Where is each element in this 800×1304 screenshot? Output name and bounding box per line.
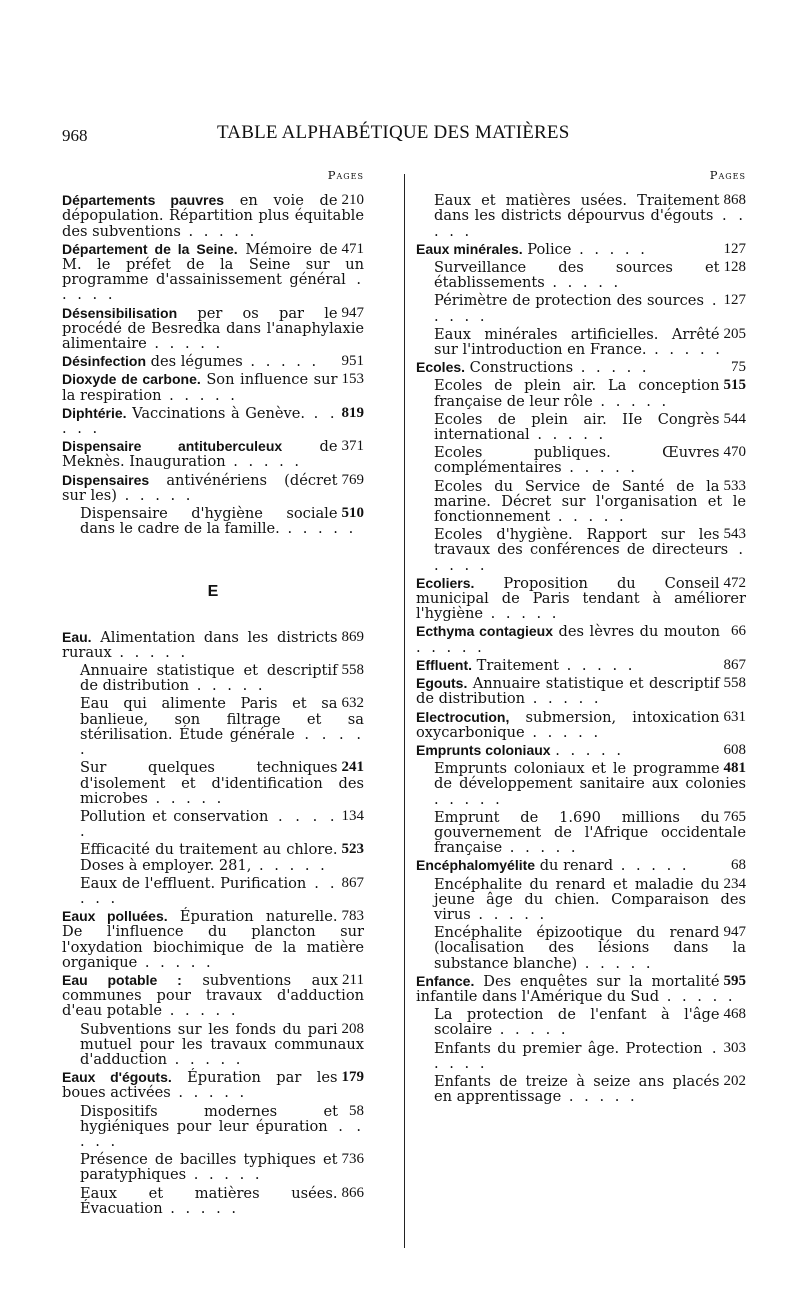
entry-text: Eaux et matières usées. Évacuation bbox=[80, 1184, 338, 1217]
entry-heading: Dioxyde de carbone. bbox=[62, 371, 201, 388]
entry-text: Annuaire statistique et descriptif de distribution bbox=[416, 675, 720, 708]
dot-leader: . . . . . bbox=[146, 335, 224, 353]
entry-text: Ecoles du Service de Santé de la marine. Décret sur l'organisation et le fonctionnement bbox=[434, 477, 746, 526]
dot-leader: . . . . . bbox=[162, 1002, 239, 1020]
entry-heading: Département de la Seine. bbox=[62, 240, 238, 257]
entry-text: des lèvres du mouton bbox=[558, 623, 721, 641]
entry-text: subventions aux communes pour travaux d'adduction d'eau potable bbox=[62, 971, 364, 1020]
dot-leader: . . . . . bbox=[558, 656, 636, 674]
dot-leader: . . . . . bbox=[502, 839, 579, 857]
entry-heading: Diphtérie. bbox=[62, 404, 127, 421]
page-reference: 769 bbox=[341, 471, 364, 488]
entry-text: La protection de l'enfant à l'âge scolaire bbox=[434, 1006, 720, 1039]
entry-text: Emprunt de 1.690 millions du gouvernement de l'Afrique occidentale française bbox=[434, 808, 746, 857]
page-reference: 515 bbox=[723, 377, 746, 394]
dot-leader: . . . . . bbox=[251, 856, 328, 874]
dot-leader: . . . . . bbox=[577, 954, 654, 972]
entry-text: submersion, intoxication oxycarbonique bbox=[416, 708, 720, 741]
page-reference: 234 bbox=[723, 875, 746, 892]
page-reference: 869 bbox=[341, 628, 364, 645]
entry-text: Encéphalite épizootique du renard (localisation des lésions dans la substance blanche) bbox=[434, 924, 746, 972]
entry-heading: Ecoliers. bbox=[416, 574, 475, 591]
section-letter: E bbox=[207, 583, 219, 601]
dot-leader: . . . . . bbox=[561, 1088, 638, 1106]
dot-leader: . . . . . bbox=[170, 1084, 248, 1102]
entry-heading: Ecoles. bbox=[416, 359, 466, 376]
page-reference: 134 bbox=[341, 807, 364, 824]
entry-text: Ecoles de plein air. IIe Congrès international bbox=[434, 410, 720, 444]
index-entry bbox=[62, 630, 364, 660]
index-entry bbox=[416, 710, 746, 740]
page-reference: 68 bbox=[731, 857, 746, 874]
entry-heading: Dispensaire antituberculeux bbox=[62, 438, 283, 455]
index-entry bbox=[416, 412, 746, 442]
index-entry bbox=[416, 925, 746, 971]
dot-leader: . . . . . bbox=[573, 359, 650, 377]
dot-leader: . . . . . bbox=[571, 240, 648, 258]
dot-leader: . . . . . bbox=[225, 453, 303, 471]
page-reference: 468 bbox=[723, 1006, 746, 1023]
page-reference: 128 bbox=[723, 259, 746, 276]
index-entry bbox=[416, 527, 746, 573]
page-reference: 211 bbox=[342, 971, 364, 988]
entry-text: Mémoire de M. le préfet de la Seine sur un programme d'assainissement général bbox=[62, 240, 364, 289]
page-reference: 608 bbox=[723, 741, 746, 758]
running-title: TABLE ALPHABÉTIQUE DES MATIÈRES bbox=[217, 122, 570, 143]
dot-leader: . . . . . bbox=[242, 353, 320, 371]
page-reference: 736 bbox=[341, 1151, 364, 1168]
index-entry bbox=[62, 406, 364, 436]
dot-leader: . . . . . bbox=[434, 790, 503, 808]
page-reference: 595 bbox=[723, 972, 746, 989]
index-entry bbox=[62, 809, 364, 839]
entry-text: antivénériens (décret sur les) bbox=[62, 471, 338, 504]
dot-leader: . . . . . bbox=[137, 953, 214, 971]
page-reference: 631 bbox=[723, 708, 746, 725]
page-header bbox=[62, 122, 752, 152]
entry-text: Encéphalite du renard et maladie du jeune âge du chien. Comparaison des virus bbox=[434, 875, 746, 923]
dot-leader: . . . . . bbox=[80, 807, 338, 841]
index-entry bbox=[416, 1041, 746, 1071]
index-entry bbox=[416, 360, 746, 375]
page-reference: 866 bbox=[341, 1184, 364, 1201]
entry-heading: Encéphalomyélite bbox=[416, 857, 536, 874]
dot-leader: . . . . . bbox=[279, 520, 357, 538]
index-entry bbox=[62, 1186, 364, 1216]
index-entry bbox=[62, 760, 364, 806]
index-entry bbox=[416, 378, 746, 408]
page-reference: 303 bbox=[723, 1039, 746, 1056]
entry-heading: Eaux polluées. bbox=[62, 908, 168, 925]
index-entry bbox=[416, 877, 746, 923]
entry-heading: Electrocution, bbox=[416, 708, 510, 725]
dot-leader: . . . . . bbox=[544, 274, 622, 292]
index-entry bbox=[416, 624, 746, 654]
dot-leader: . . . . . bbox=[80, 725, 364, 759]
entry-text: Eaux de l'effluent. Purification bbox=[80, 874, 307, 892]
index-entry bbox=[62, 876, 364, 906]
index-entry bbox=[416, 743, 746, 758]
index-entry bbox=[62, 663, 364, 693]
dot-leader: . . . . . bbox=[525, 690, 602, 708]
entry-heading: Effluent. bbox=[416, 656, 472, 673]
index-entry bbox=[416, 1074, 746, 1104]
page-reference: 523 bbox=[341, 841, 364, 858]
page-reference: 470 bbox=[723, 444, 746, 461]
entry-text: Alimentation dans les districts ruraux bbox=[62, 628, 338, 661]
page-reference: 947 bbox=[723, 924, 746, 941]
index-entry bbox=[62, 1104, 364, 1150]
entry-text: Proposition du Conseil municipal de Paris tendant à améliorer l'hygiène bbox=[416, 574, 746, 623]
page-reference: 510 bbox=[341, 505, 364, 522]
page-number: 968 bbox=[62, 126, 88, 145]
index-entry bbox=[416, 293, 746, 323]
index-entry bbox=[62, 306, 364, 352]
page-reference: 471 bbox=[341, 240, 364, 257]
pages-label: Pages bbox=[709, 168, 746, 182]
index-entry bbox=[62, 439, 364, 469]
page-reference: 765 bbox=[723, 808, 746, 825]
entry-heading: Eau potable : bbox=[62, 971, 182, 988]
index-entry bbox=[416, 858, 746, 873]
index-entry bbox=[416, 810, 746, 856]
page-reference: 481 bbox=[723, 760, 746, 777]
page-reference: 202 bbox=[723, 1072, 746, 1089]
entry-text: Eau qui alimente Paris et sa banlieue, son filtrage et sa stérilisation. Étude générale bbox=[80, 695, 364, 743]
dot-leader: . . . . . bbox=[550, 508, 627, 526]
index-entry bbox=[416, 445, 746, 475]
dot-leader: . . . . . bbox=[646, 341, 723, 359]
page-reference: 127 bbox=[723, 292, 746, 309]
index-entry bbox=[416, 193, 746, 239]
dot-leader: . . . . . bbox=[592, 392, 670, 410]
entry-text: Pollution et conservation bbox=[80, 807, 269, 825]
entry-heading: Enfance. bbox=[416, 972, 475, 989]
page-reference: 867 bbox=[723, 656, 746, 673]
index-entry bbox=[62, 372, 364, 402]
index-entry bbox=[62, 354, 364, 369]
page-reference: 205 bbox=[723, 325, 746, 342]
page-reference: 783 bbox=[341, 908, 364, 925]
dot-leader: . . . . . bbox=[180, 222, 258, 240]
entry-text: Épuration par les boues activées bbox=[62, 1069, 338, 1102]
entry-text: Eaux et matières usées. Traitement dans les districts dépourvus d'égouts bbox=[434, 192, 720, 225]
entry-text: Dispensaire d'hygiène sociale dans le cadre de la famille. bbox=[80, 505, 338, 538]
entry-text: Ecoles d'hygiène. Rapport sur les travaux des conférences de directeurs bbox=[434, 526, 729, 559]
index-entry bbox=[416, 1007, 746, 1037]
dot-leader: . . . . . bbox=[434, 1039, 720, 1072]
dot-leader: . . . . . bbox=[111, 643, 189, 661]
index-entry bbox=[62, 242, 364, 303]
dot-leader: . . . . . bbox=[470, 905, 548, 923]
index-entry bbox=[62, 973, 364, 1019]
index-entry bbox=[62, 1070, 364, 1100]
entry-text: Épuration naturelle. De l'influence du plancton sur l'oxydation biochimique de la matière organique bbox=[62, 908, 364, 971]
page-reference: 472 bbox=[723, 574, 746, 591]
page-reference: 241 bbox=[341, 759, 364, 776]
index-entry bbox=[416, 761, 746, 807]
entry-text: Enfants du premier âge. Protection bbox=[434, 1039, 703, 1057]
entry-text: Efficacité du traitement au chlore. Doses à employer. 281, bbox=[80, 841, 338, 874]
page-reference: 867 bbox=[341, 874, 364, 891]
entry-text: de Meknès. Inauguration bbox=[62, 438, 338, 471]
entry-text: Des enquêtes sur la mortalité infantile dans l'Amérique du Sud bbox=[416, 972, 720, 1005]
index-entry bbox=[416, 479, 746, 525]
page-reference: 371 bbox=[341, 438, 364, 455]
pages-label: Pages bbox=[327, 168, 364, 182]
entry-text: Périmètre de protection des sources bbox=[434, 292, 704, 310]
index-entry bbox=[416, 676, 746, 706]
page-reference: 179 bbox=[341, 1069, 364, 1086]
index-entry bbox=[62, 506, 364, 536]
index-entry bbox=[62, 696, 364, 757]
entry-heading: Emprunts coloniaux bbox=[416, 741, 551, 758]
index-entry bbox=[62, 1022, 364, 1068]
dot-leader: . . . . . bbox=[147, 789, 225, 807]
index-entry bbox=[416, 576, 746, 622]
entry-heading: Désinfection bbox=[62, 353, 147, 370]
index-entry bbox=[62, 1152, 364, 1182]
page-reference: 533 bbox=[723, 477, 746, 494]
index-entry bbox=[62, 193, 364, 239]
dot-leader: . . . . . bbox=[613, 857, 690, 875]
dot-leader: . . . . . bbox=[189, 677, 266, 695]
entry-text: Vaccinations à Genève. bbox=[132, 404, 306, 422]
page-reference: 632 bbox=[341, 695, 364, 712]
page-reference: 558 bbox=[723, 675, 746, 692]
page-reference: 819 bbox=[341, 404, 364, 421]
entry-text: Emprunts coloniaux et le programme de développement sanitaire aux colonies bbox=[434, 760, 746, 793]
dot-leader: . . . . . bbox=[483, 605, 560, 623]
page-reference: 58 bbox=[349, 1102, 364, 1119]
page-reference: 544 bbox=[723, 410, 746, 427]
entry-text: Traitement bbox=[476, 656, 559, 674]
dot-leader: . . . . . bbox=[117, 486, 194, 504]
entry-heading: Eaux d'égouts. bbox=[62, 1069, 172, 1086]
index-entry bbox=[416, 260, 746, 290]
dot-leader: . . . . . bbox=[492, 1021, 569, 1039]
entry-heading: Eau. bbox=[62, 628, 92, 645]
dot-leader: . . . . . bbox=[416, 638, 485, 656]
entry-heading: Egouts. bbox=[416, 675, 468, 692]
dot-leader: . . . . . bbox=[434, 207, 746, 240]
dot-leader: . . . . . bbox=[524, 723, 602, 741]
entry-text: Ecoles de plein air. La conception française de leur rôle bbox=[434, 377, 720, 410]
entry-text: Son influence sur la respiration bbox=[62, 371, 338, 404]
dot-leader: . . . . . bbox=[434, 292, 720, 325]
entry-text: Ecoles publiques. Œuvres complémentaires bbox=[434, 444, 720, 477]
page-reference: 127 bbox=[723, 240, 746, 257]
entry-text: du renard bbox=[539, 857, 614, 875]
page-reference: 558 bbox=[341, 662, 364, 679]
dot-leader: . . . . . bbox=[62, 271, 364, 304]
entry-heading: Désensibilisation bbox=[62, 304, 178, 321]
dot-leader: . . . . . bbox=[561, 459, 639, 477]
entry-text: Police bbox=[527, 240, 572, 258]
page-reference: 868 bbox=[723, 192, 746, 209]
page-reference: 947 bbox=[341, 304, 364, 321]
dot-leader: . . . . . bbox=[529, 426, 607, 444]
right-column bbox=[416, 168, 746, 1107]
index-entry bbox=[416, 974, 746, 1004]
page-reference: 75 bbox=[731, 359, 746, 376]
entry-text: Surveillance des sources et établissements bbox=[434, 259, 720, 292]
dot-leader: . . . . . bbox=[80, 1117, 364, 1150]
entry-text: Eaux minérales artificielles. Arrêté sur l'introduction en France. bbox=[434, 325, 720, 359]
entry-heading: Ecthyma contagieux bbox=[416, 623, 554, 640]
entry-text: Dispositifs modernes et hygiéniques pour leur épuration bbox=[80, 1102, 338, 1135]
entry-text: Subventions sur les fonds du pari mutuel pour les travaux communaux d'adduction bbox=[80, 1020, 364, 1068]
entry-text: Annuaire statistique et descriptif de distribution bbox=[80, 662, 338, 695]
dot-leader: . . . . . bbox=[659, 987, 736, 1005]
dot-leader: . . . . . bbox=[167, 1050, 244, 1068]
index-entry bbox=[416, 242, 746, 257]
column-divider bbox=[404, 174, 405, 1248]
entry-text: per os par le procédé de Besredka dans l'anaphylaxie alimentaire bbox=[62, 304, 364, 353]
dot-leader: . . . . . bbox=[161, 386, 238, 404]
index-entry bbox=[62, 473, 364, 503]
entry-heading: Eaux minérales. bbox=[416, 240, 523, 257]
entry-heading: Dispensaires bbox=[62, 471, 150, 488]
entry-text: Présence de bacilles typhiques et paratyphiques bbox=[80, 1151, 338, 1184]
page-reference: 153 bbox=[341, 371, 364, 388]
entry-text: des légumes bbox=[150, 353, 243, 371]
entry-text: Sur quelques techniques d'isolement et d'identification des microbes bbox=[80, 759, 364, 807]
index-entry bbox=[62, 842, 364, 872]
dot-leader: . . . . . bbox=[62, 404, 338, 438]
page-reference: 66 bbox=[731, 623, 746, 640]
dot-leader: . . . . . bbox=[186, 1166, 263, 1184]
entry-text: Constructions bbox=[469, 359, 574, 377]
page-reference: 543 bbox=[723, 526, 746, 543]
entry-text: en voie de dépopulation. Répartition plus équitable des subventions bbox=[62, 192, 364, 240]
dot-leader: . . . . . bbox=[80, 874, 338, 907]
dot-leader: . . . . . bbox=[434, 541, 746, 574]
left-column bbox=[62, 168, 364, 1219]
page-reference: 210 bbox=[341, 192, 364, 209]
page-reference: 208 bbox=[341, 1020, 364, 1037]
entry-text: Enfants de treize à seize ans placés en apprentissage bbox=[434, 1072, 720, 1106]
dot-leader: . . . . . bbox=[555, 741, 624, 759]
index-entry bbox=[416, 658, 746, 673]
page-reference: 951 bbox=[341, 353, 364, 370]
index-entry bbox=[416, 327, 746, 357]
dot-leader: . . . . . bbox=[162, 1199, 239, 1217]
index-entry bbox=[62, 909, 364, 970]
entry-heading: Départements pauvres bbox=[62, 192, 225, 209]
